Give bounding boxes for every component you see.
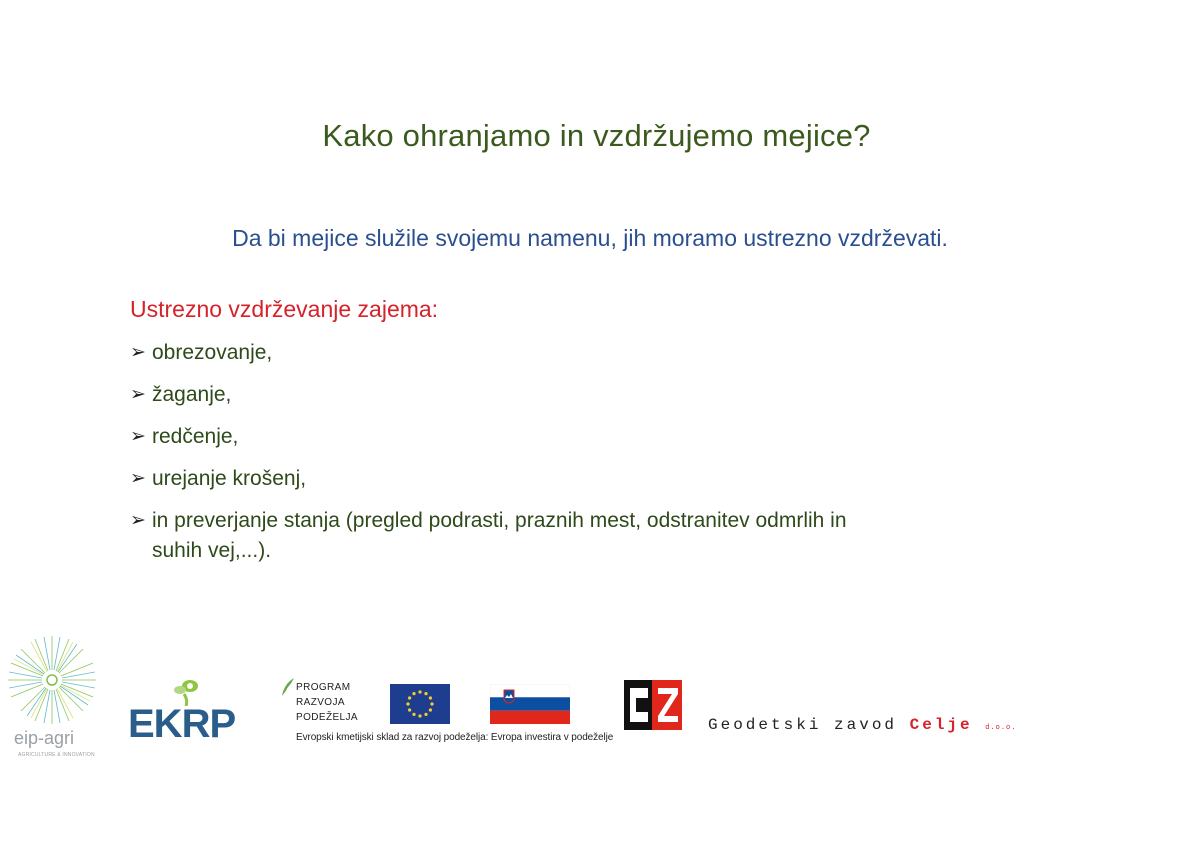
prp-logo-group <box>280 674 614 754</box>
arrow-bullet-icon: ➢ <box>130 426 146 447</box>
list-item <box>130 422 1030 452</box>
slovenia-flag-icon <box>490 684 570 724</box>
list-item-text: obrezovanje, <box>152 341 273 364</box>
maintenance-list <box>130 338 1030 578</box>
gzc-brand: Celje <box>909 716 973 734</box>
list-item <box>130 506 1030 566</box>
arrow-bullet-icon: ➢ <box>130 468 146 489</box>
list-item-text: in preverjanje stanja (pregled podrasti, praznih mest, odstranitev odmrlih in <box>152 509 847 532</box>
arrow-bullet-icon: ➢ <box>130 510 146 531</box>
list-item-text: redčenje, <box>152 425 239 448</box>
eip-agri-tagline: AGRICULTURE & INNOVATION <box>18 752 95 758</box>
slide-title: Kako ohranjamo in vzdržujemo mejice? <box>322 118 871 153</box>
gzc-suffix: d.o.o. <box>985 724 1017 732</box>
gzc-mark-icon <box>624 676 684 734</box>
gzc-name: Geodetski zavod <box>708 716 910 734</box>
list-item <box>130 464 1030 494</box>
eu-flag-icon <box>390 684 450 724</box>
prp-line2: RAZVOJA <box>296 697 345 708</box>
eip-sunburst-icon <box>6 634 98 728</box>
slide-subtitle: Da bi mejice služile svojemu namenu, jih moramo ustrezno vzdrževati. <box>232 225 948 251</box>
prp-footer: Evropski kmetijski sklad za razvoj podeželja: Evropa investira v podeželje <box>296 732 614 743</box>
gzc-wordmark <box>708 716 1016 734</box>
prp-line3: PODEŽELJA <box>296 712 358 723</box>
list-item <box>130 338 1030 368</box>
arrow-bullet-icon: ➢ <box>130 342 146 363</box>
prp-label <box>296 680 358 725</box>
prp-leaf-icon <box>280 676 296 698</box>
list-item <box>130 380 1030 410</box>
section-heading: Ustrezno vzdrževanje zajema: <box>130 296 439 322</box>
arrow-bullet-icon: ➢ <box>130 384 146 405</box>
ekrp-logo <box>128 676 258 752</box>
list-item-text-continued: suhih vej,...). <box>152 539 272 562</box>
eip-agri-logo <box>6 634 98 758</box>
gzc-logo <box>624 676 1017 746</box>
eip-agri-wordmark: eip-agri <box>14 728 75 748</box>
list-item-text: urejanje krošenj, <box>152 467 307 490</box>
prp-line1: PROGRAM <box>296 682 351 693</box>
ekrp-wordmark: EKRP <box>128 702 236 746</box>
logo-strip <box>0 630 1193 770</box>
list-item-text: žaganje, <box>152 383 232 406</box>
